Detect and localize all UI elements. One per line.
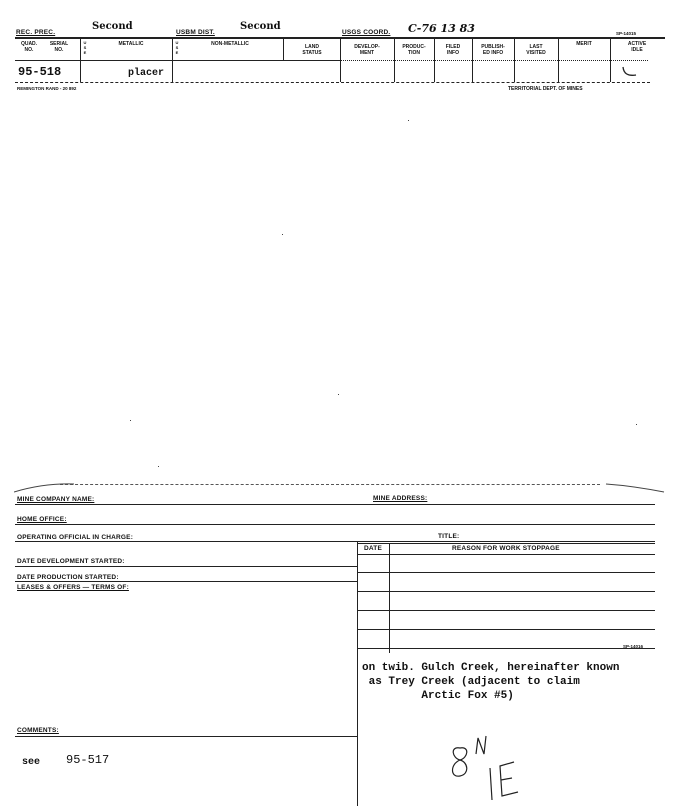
active-idle-mark — [620, 64, 642, 80]
top-footer-left: REMINGTON RAND - 20 892 — [17, 86, 77, 91]
subheader-rule-left — [15, 60, 340, 61]
top-form-number: SP-14015 — [616, 31, 637, 36]
mine-address-label: MINE ADDRESS: — [373, 495, 428, 502]
rec-prec-value: Second — [92, 21, 133, 32]
col-merit: MERIT — [576, 41, 592, 47]
home-office-label: HOME OFFICE: — [17, 516, 67, 523]
stoppage-date-header: DATE — [364, 545, 383, 552]
col-non-metallic: NON-METALLIC — [211, 41, 249, 47]
col-published-info: PUBLISH- ED INFO — [481, 44, 505, 56]
usgs-coord-label: USGS COORD. — [342, 29, 391, 36]
top-footer-right: TERRITORIAL DEPT. OF MINES — [508, 86, 583, 92]
usgs-coord-value: C-76 13 83 — [408, 22, 475, 35]
col-serial-no: SERIAL NO. — [49, 41, 69, 53]
stoppage-reason-header: REASON FOR WORK STOPPAGE — [452, 545, 560, 552]
remarks-line-1: on twib. Gulch Creek, hereinafter known — [362, 662, 620, 674]
operating-official-label: OPERATING OFFICIAL IN CHARGE: — [17, 534, 134, 541]
remarks-line-3: Arctic Fox #5) — [362, 690, 514, 702]
col-use-2: U S E — [175, 40, 179, 55]
row-bottom-rule — [15, 82, 650, 83]
col-metallic: METALLIC — [118, 41, 144, 47]
comments-label: COMMENTS: — [17, 727, 59, 734]
remarks-line-2: as Trey Creek (adjacent to claim — [362, 676, 580, 688]
usbm-dist-label: USBM DIST. — [176, 29, 215, 36]
date-production-label: DATE PRODUCTION STARTED: — [17, 574, 119, 581]
row-metallic: placer — [128, 68, 165, 79]
col-development: DEVELOP- MENT — [354, 44, 380, 56]
col-quad-no: QUAD. NO. — [20, 41, 38, 53]
subheader-rule-right — [340, 60, 648, 61]
rec-prec-label: REC. PREC. — [16, 29, 56, 36]
bottom-form-number: SP-14016 — [623, 644, 644, 649]
col-active-idle: ACTIVE IDLE — [627, 41, 647, 53]
usbm-dist-value: Second — [240, 21, 281, 32]
card-top-curve — [14, 480, 666, 494]
handwritten-note — [448, 732, 528, 804]
leases-offers-label: LEASES & OFFERS — TERMS OF: — [17, 584, 129, 591]
title-label: TITLE: — [438, 533, 460, 540]
card-divider — [357, 541, 358, 806]
comments-prefix: see — [22, 757, 41, 768]
col-production: PRODUC- TION — [402, 44, 426, 56]
comments-ref: 95-517 — [66, 753, 110, 767]
col-land-status: LAND STATUS — [302, 44, 322, 56]
col-filed-info: FILED INFO — [445, 44, 461, 56]
col-use-1: U S E — [83, 40, 87, 55]
date-development-label: DATE DEVELOPMENT STARTED: — [17, 558, 125, 565]
row-quad-serial: 95-518 — [18, 65, 62, 79]
col-last-visited: LAST VISITED — [526, 44, 546, 56]
mine-company-name-label: MINE COMPANY NAME: — [17, 496, 95, 503]
